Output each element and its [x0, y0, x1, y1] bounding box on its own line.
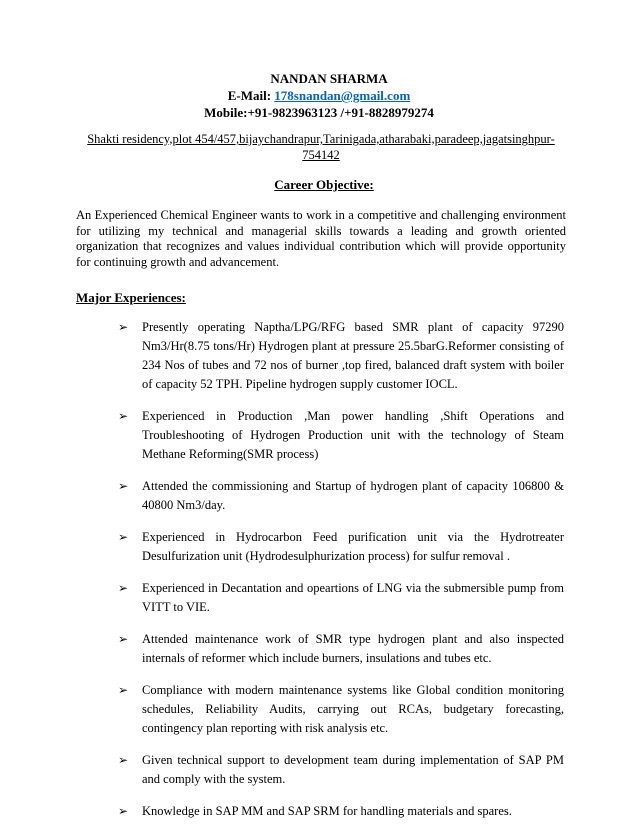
experience-item: [118, 630, 564, 668]
arrow-bullet-icon: ➢: [118, 753, 129, 767]
experience-item: [118, 579, 564, 617]
experience-item: [118, 477, 564, 515]
experience-item-text: Presently operating Naptha/LPG/RFG based SMR plant of capacity 97290 Nm3/Hr(8.75 tons/Hr) Hydrogen plant at pressure 25.5barG.Reformer consisting of 234 Nos of tubes and 72 nos of burner ,top fired, balanced draft system with boiler of capacity 52 TPH. Pipeline hydrogen supply customer IOCL.: [142, 320, 564, 391]
major-experiences-heading: Major Experiences:: [76, 290, 186, 305]
experience-item-text: Experienced in Production ,Man power handling ,Shift Operations and Troubleshooting of Hydrogen Production unit with the technology of Steam Methane Reforming(SMR process): [142, 409, 564, 461]
experience-item-text: Experienced in Decantation and opeartions of LNG via the submersible pump from VITT to VIE.: [142, 581, 564, 614]
experience-item-text: Given technical support to development team during implementation of SAP PM and comply with the system.: [142, 753, 564, 786]
arrow-bullet-icon: ➢: [118, 581, 129, 595]
experience-item: [118, 802, 564, 821]
candidate-name: NANDAN SHARMA: [270, 71, 388, 86]
arrow-bullet-icon: ➢: [118, 632, 129, 646]
contact-header: [0, 70, 638, 121]
experience-item: [118, 681, 564, 738]
email-line: [0, 87, 638, 104]
experience-item: [118, 751, 564, 789]
arrow-bullet-icon: ➢: [118, 683, 129, 697]
email-link[interactable]: 178snandan@gmail.com: [274, 88, 411, 103]
experience-item: [118, 407, 564, 464]
arrow-bullet-icon: ➢: [118, 409, 129, 423]
arrow-bullet-icon: ➢: [118, 479, 129, 493]
address-text: Shakti residency,plot 454/457,bijaychandrapur,Tarinigada,atharabaki,paradeep,jagatsinghpur-754142: [87, 132, 555, 162]
experience-item-text: Attended maintenance work of SMR type hydrogen plant and also inspected internals of reformer which include burners, insulations and tubes etc.: [142, 632, 564, 665]
experience-item-text: Attended the commissioning and Startup of hydrogen plant of capacity 106800 & 40800 Nm3/day.: [142, 479, 564, 512]
experience-list: [118, 318, 564, 834]
mobile-line: Mobile:+91-9823963123 /+91-8828979274: [204, 105, 434, 120]
experience-item-text: Compliance with modern maintenance systems like Global condition monitoring schedules, Reliability Audits, carrying out RCAs, budgetary forecasting, contingency plan reporting with risk analysis etc.: [142, 683, 564, 735]
experience-item-text: Knowledge in SAP MM and SAP SRM for handling materials and spares.: [142, 804, 512, 818]
email-label: E-Mail:: [227, 88, 275, 103]
experience-item: [118, 318, 564, 394]
arrow-bullet-icon: ➢: [118, 804, 129, 818]
arrow-bullet-icon: ➢: [118, 530, 129, 544]
experience-item: [118, 528, 564, 566]
career-objective-heading: Career Objective:: [274, 177, 374, 192]
career-objective-text: An Experienced Chemical Engineer wants to work in a competitive and challenging environment for utilizing my technical and managerial skills towards a leading and growth oriented organization that recognizes and values individual contribution which will provide opportunity for continuing growth and advancement.: [76, 208, 566, 269]
experience-item-text: Experienced in Hydrocarbon Feed purification unit via the Hydrotreater Desulfurization unit (Hydrodesulphurization process) for sulfur removal .: [142, 530, 564, 563]
arrow-bullet-icon: ➢: [118, 320, 129, 334]
